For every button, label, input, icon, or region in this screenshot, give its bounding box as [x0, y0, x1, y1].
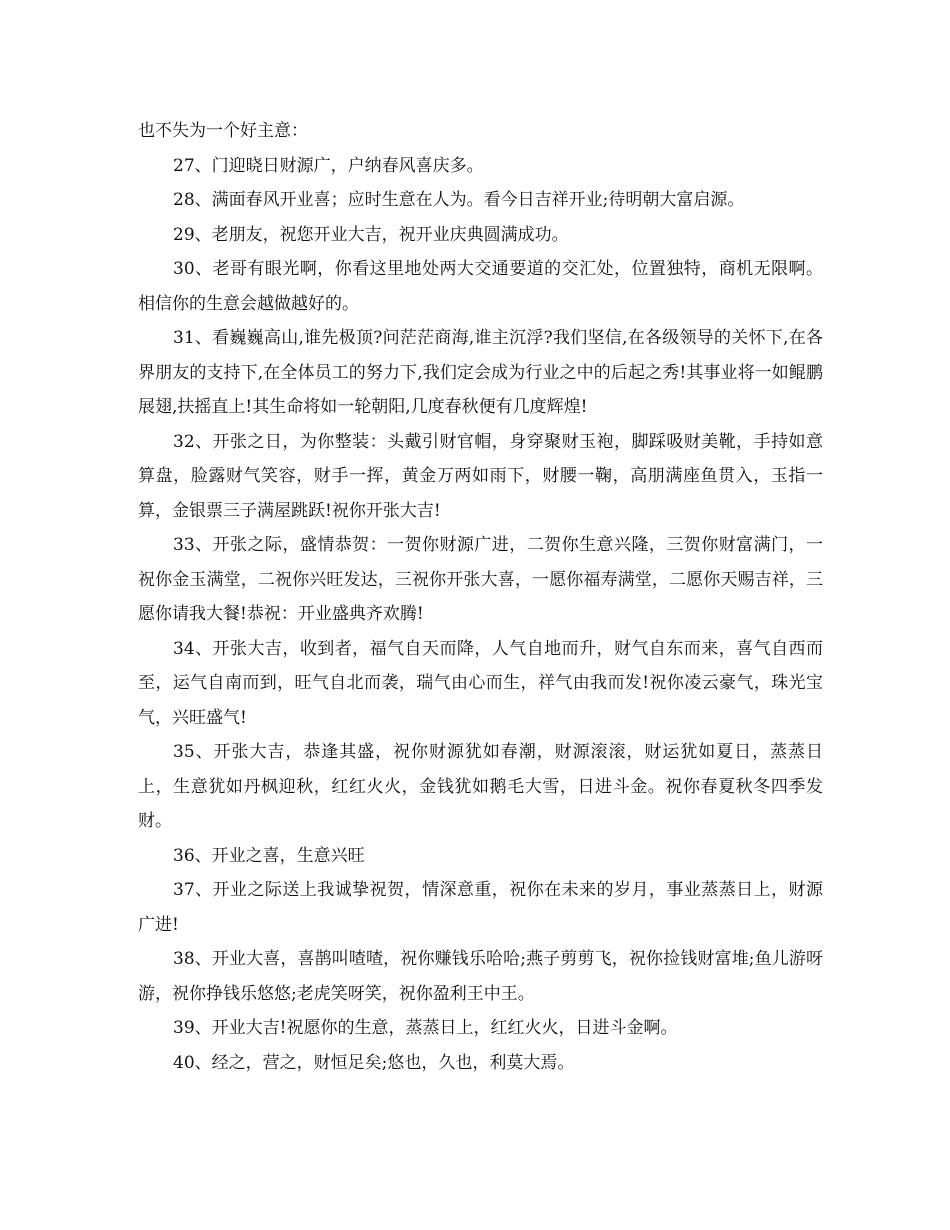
list-item: 33、开张之际，盛情恭贺：一贺你财源广进，二贺你生意兴隆，三贺你财富满门，一祝你金玉满堂，二祝你兴旺发达，三祝你开张大喜，一愿你福寿满堂，二愿你天赐吉祥，三愿你请我大餐!恭祝：开业盛典齐欢腾!	[138, 535, 823, 624]
list-item: 36、开业之喜，生意兴旺	[173, 845, 365, 866]
list-item: 32、开张之日，为你整装：头戴引财官帽，身穿聚财玉袍，脚踩吸财美靴，手持如意算盘，脸露财气笑容，财手一挥，黄金万两如雨下，财腰一鞠，高朋满座鱼贯入，玉指一算，金银票三子满屋跳跃!祝你开张大吉!	[138, 431, 823, 521]
list-item: 28、满面春风开业喜；应时生意在人为。看今日吉祥开业;待明朝大富启源。	[173, 190, 745, 210]
list-item: 29、老朋友，祝您开业大吉，祝开业庆典圆满成功。	[173, 224, 569, 245]
list-item: 31、看巍巍高山,谁先极顶?问茫茫商海,谁主沉浮?我们坚信,在各级领导的关怀下,在各界朋友的支持下,在全体员工的努力下,我们定会成为行业之中的后起之秀!其事业将一如鲲鹏展翅,扶摇直上!其生命将如一轮朝阳,几度春秋便有几度辉煌!	[138, 328, 823, 417]
list-item: 38、开业大喜，喜鹊叫喳喳，祝你赚钱乐哈哈;燕子剪剪飞，祝你捡钱财富堆;鱼儿游呀游，祝你挣钱乐悠悠;老虎笑呀笑，祝你盈利王中王。	[138, 949, 823, 1004]
lead-line: 也不失为一个好主意：	[138, 121, 308, 141]
list-item: 40、经之，营之，财恒足矣;悠也，久也，利莫大焉。	[173, 1052, 575, 1073]
list-item: 37、开业之际送上我诚挚祝贺，情深意重，祝你在未来的岁月，事业蒸蒸日上，财源广进!	[138, 880, 823, 935]
list-item: 39、开业大吉!祝愿你的生意，蒸蒸日上，红红火火，日进斗金啊。	[173, 1018, 678, 1038]
list-item: 35、开张大吉，恭逢其盛，祝你财源犹如春潮，财源滚滚，财运犹如夏日，蒸蒸日上，生意犹如丹枫迎秋，红红火火，金钱犹如鹅毛大雪，日进斗金。祝你春夏秋冬四季发财。	[138, 742, 823, 831]
document-body	[138, 114, 823, 1080]
list-item: 30、老哥有眼光啊，你看这里地处两大交通要道的交汇处，位置独特，商机无限啊。相信你的生意会越做越好的。	[138, 259, 823, 314]
list-item: 34、开张大吉，收到者，福气自天而降，人气自地而升，财气自东而来，喜气自西而至，运气自南而到，旺气自北而袭，瑞气由心而生，祥气由我而发!祝你凌云豪气，珠光宝气，兴旺盛气!	[138, 638, 823, 728]
list-item: 27、门迎晓日财源广，户纳春风喜庆多。	[173, 155, 484, 176]
